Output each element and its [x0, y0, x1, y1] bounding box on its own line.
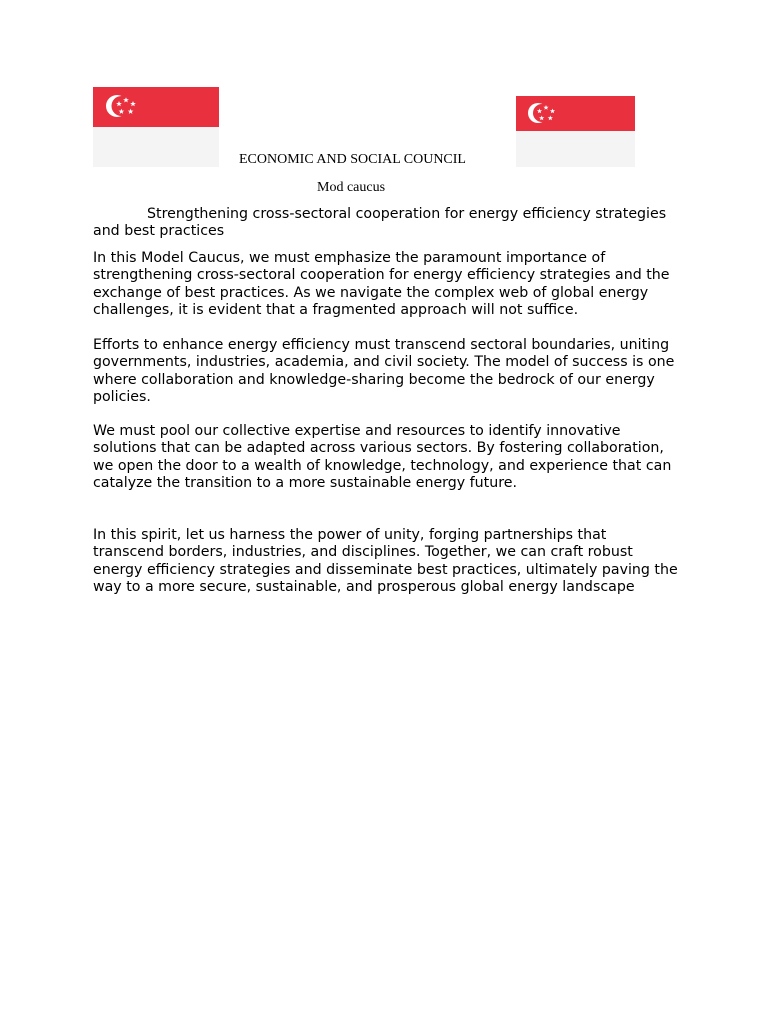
paragraph-2: Efforts to enhance energy efficiency must transcend sectoral boundaries, uniting governments, industries, academia, and civil society. The model of success is one where collaboration and knowledge-sharing become the bedrock of our energy policies. — [93, 337, 675, 406]
paragraph-4: In this spirit, let us harness the power of unity, forging partnerships that transcend borders, industries, and disciplines. Together, we can craft robust energy efficiency strategies and disseminate best practices, ultimately paving the way to a more secure, sustainable, and prosperous global energy landscape — [93, 527, 678, 596]
committee-title: ECONOMIC AND SOCIAL COUNCIL — [239, 152, 466, 167]
singapore-flag-icon — [516, 96, 635, 167]
paragraph-1: In this Model Caucus, we must emphasize the paramount importance of strengthening cross-sectoral cooperation for energy efficiency strategies and the exchange of best practices. As we navigate the complex web of global energy challenges, it is evident that a fragmented approach will not suffice. — [93, 250, 670, 319]
singapore-flag-right — [516, 96, 635, 167]
session-title: Mod caucus — [317, 180, 386, 195]
singapore-flag-left — [93, 87, 219, 167]
topic-heading: Strengthening cross-sectoral cooperation for energy efficiency strategies and best practices — [93, 206, 667, 240]
paragraph-3: We must pool our collective expertise and resources to identify innovative solutions that can be adapted across various sectors. By fostering collaboration, we open the door to a wealth of knowledge, technology, and experience that can catalyze the transition to a more sustainable energy future. — [93, 423, 672, 492]
singapore-flag-icon — [93, 87, 219, 167]
